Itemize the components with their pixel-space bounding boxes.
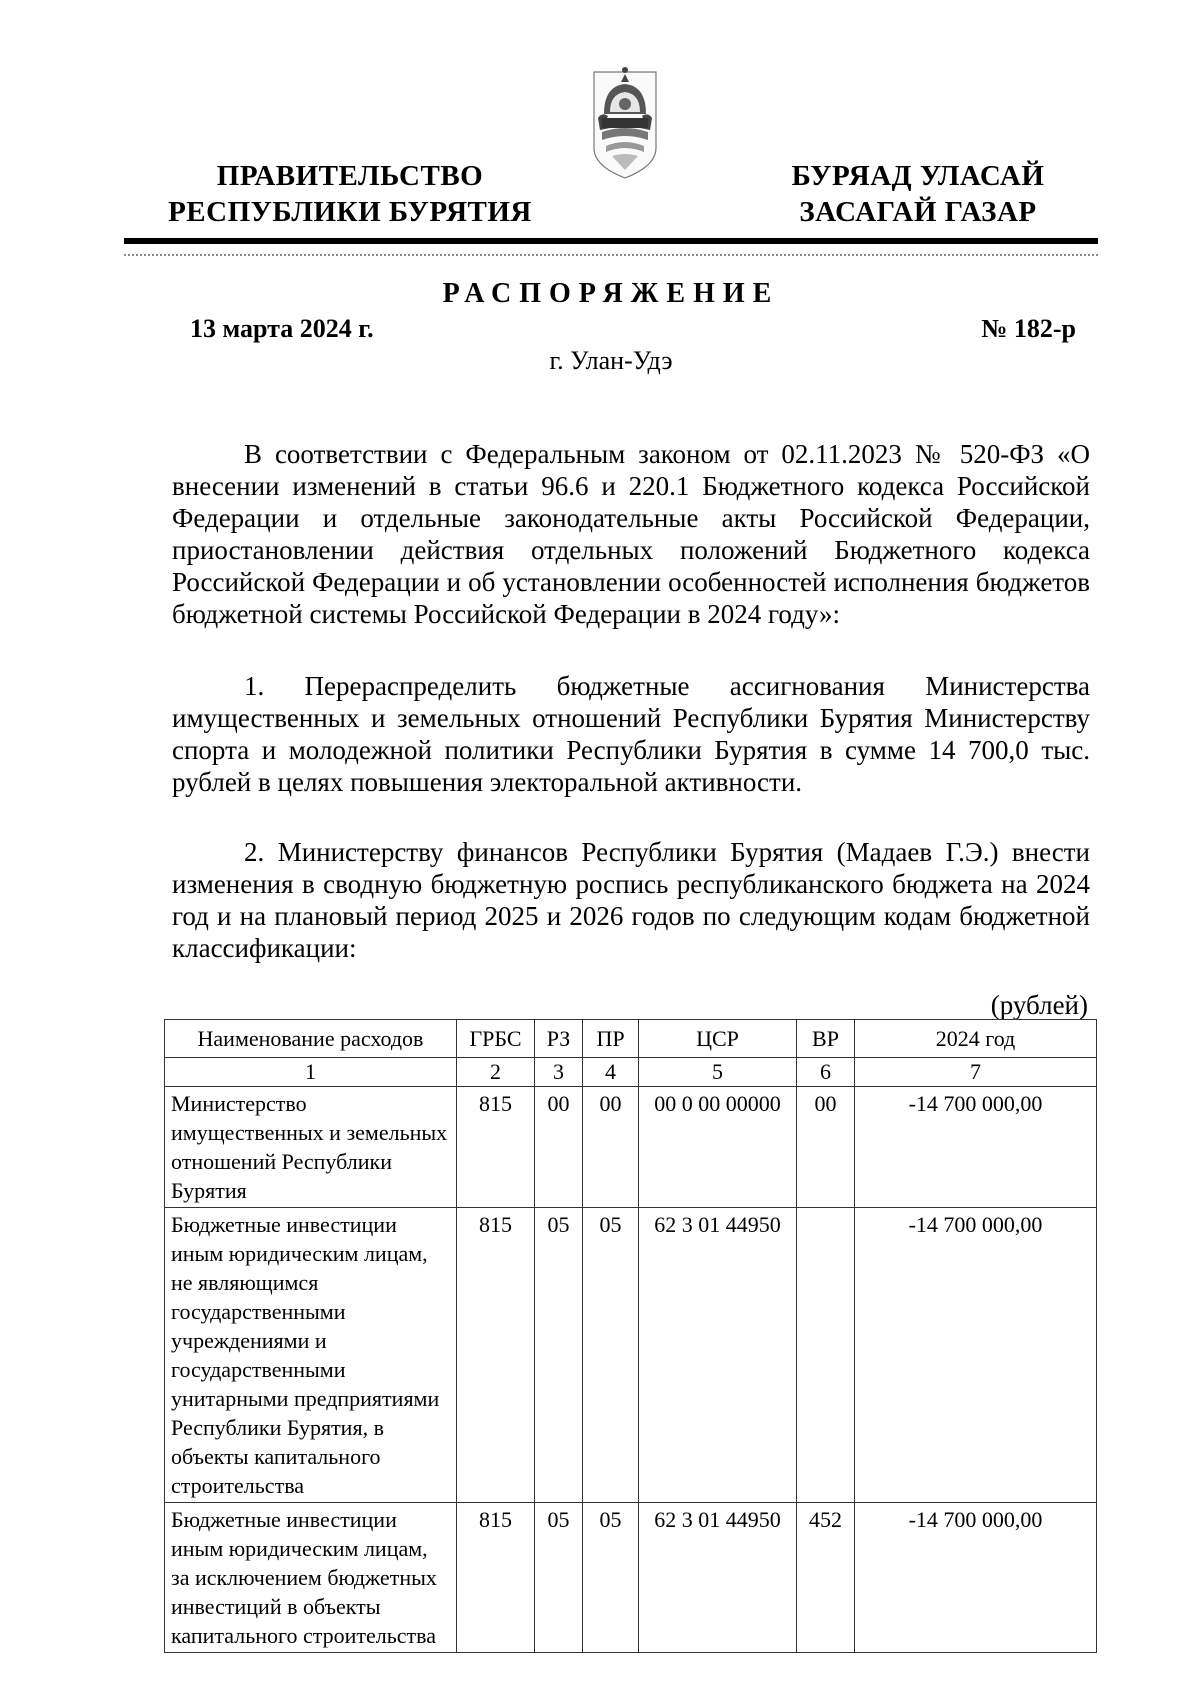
- cell-csr: 62 3 01 44950: [639, 1208, 797, 1503]
- cell-pr: 05: [583, 1208, 639, 1503]
- col-header-year: 2024 год: [855, 1020, 1097, 1058]
- cell-grbs: 815: [457, 1503, 535, 1653]
- table-row: [165, 1087, 1097, 1208]
- cell-rz: 05: [535, 1503, 583, 1653]
- table-row: [165, 1503, 1097, 1653]
- preamble-paragraph: В соответствии с Федеральным законом от 02.11.2023 № 520-ФЗ «О внесении изменений в статьи 96.6 и 220.1 Бюджетного кодекса Российской Федерации и отдельные законодательные акты Российской Федерации, приостановлении действия отдельных положений Бюджетного кодекса Российской Федерации и об установлении особенностей исполнения бюджетов бюджетной системы Российской Федерации в 2024 году»:: [172, 439, 1090, 629]
- index-cell: 7: [855, 1058, 1097, 1087]
- header-left-line1: ПРАВИТЕЛЬСТВО: [216, 160, 484, 192]
- index-cell: 1: [165, 1058, 457, 1087]
- index-cell: 5: [639, 1058, 797, 1087]
- header-left-line2: РЕСПУБЛИКИ БУРЯТИЯ: [168, 196, 532, 228]
- index-cell: 2: [457, 1058, 535, 1087]
- cell-csr: 00 0 00 00000: [639, 1087, 797, 1208]
- document-title: РАСПОРЯЖЕНИЕ: [442, 278, 780, 309]
- col-header-grbs: ГРБС: [457, 1020, 535, 1058]
- item2-paragraph: 2. Министерству финансов Республики Бурятия (Мадаев Г.Э.) внести изменения в сводную бюджетную роспись республиканского бюджета на 2024 год и на плановый период 2025 и 2026 годов по следующим кодам бюджетной классификации:: [172, 837, 1090, 963]
- header-right-line2: ЗАСАГАЙ ГАЗАР: [799, 196, 1037, 228]
- table-header-row: [165, 1020, 1097, 1058]
- table-row: [165, 1208, 1097, 1503]
- table-units-label: (рублей): [990, 990, 1088, 1020]
- document-date: 13 марта 2024 г.: [190, 314, 374, 343]
- cell-csr: 62 3 01 44950: [639, 1503, 797, 1653]
- cell-pr: 00: [583, 1087, 639, 1208]
- document-city: г. Улан-Удэ: [549, 346, 673, 375]
- budget-table: [164, 1019, 1097, 1653]
- cell-rz: 05: [535, 1208, 583, 1503]
- col-header-csr: ЦСР: [639, 1020, 797, 1058]
- header-government-ru: [150, 158, 550, 230]
- cell-rz: 00: [535, 1087, 583, 1208]
- col-header-pr: ПР: [583, 1020, 639, 1058]
- cell-amount: -14 700 000,00: [855, 1503, 1097, 1653]
- cell-name: Министерство имущественных и земельных отношений Республики Бурятия: [165, 1087, 457, 1208]
- cell-vr: [797, 1208, 855, 1503]
- header-divider-dotted: [124, 254, 1098, 256]
- col-header-rz: РЗ: [535, 1020, 583, 1058]
- cell-vr: 452: [797, 1503, 855, 1653]
- cell-grbs: 815: [457, 1208, 535, 1503]
- cell-pr: 05: [583, 1503, 639, 1653]
- coat-of-arms-icon: [590, 56, 660, 180]
- cell-grbs: 815: [457, 1087, 535, 1208]
- cell-name: Бюджетные инвестиции иным юридическим лицам, не являющимся государственными учреждениями и государственными унитарными предприятиями Республики Бурятия, в объекты капитального строительства: [165, 1208, 457, 1503]
- header-right-line1: БУРЯАД УЛАСАЙ: [791, 160, 1045, 192]
- col-header-vr: ВР: [797, 1020, 855, 1058]
- cell-name: Бюджетные инвестиции иным юридическим лицам, за исключением бюджетных инвестиций в объекты капитального строительства: [165, 1503, 457, 1653]
- cell-amount: -14 700 000,00: [855, 1208, 1097, 1503]
- index-cell: 3: [535, 1058, 583, 1087]
- header-divider-thick: [124, 238, 1098, 244]
- index-cell: 6: [797, 1058, 855, 1087]
- index-cell: 4: [583, 1058, 639, 1087]
- document-number: № 182-р: [981, 314, 1076, 343]
- item1-paragraph: 1. Перераспределить бюджетные ассигнования Министерства имущественных и земельных отношений Республики Бурятия Министерству спорта и молодежной политики Республики Бурятия в сумме 14 700,0 тыс. рублей в целях повышения электоральной активности.: [172, 671, 1090, 797]
- header-government-bua: [718, 158, 1118, 230]
- cell-amount: -14 700 000,00: [855, 1087, 1097, 1208]
- col-header-name: Наименование расходов: [165, 1020, 457, 1058]
- cell-vr: 00: [797, 1087, 855, 1208]
- table-index-row: [165, 1058, 1097, 1087]
